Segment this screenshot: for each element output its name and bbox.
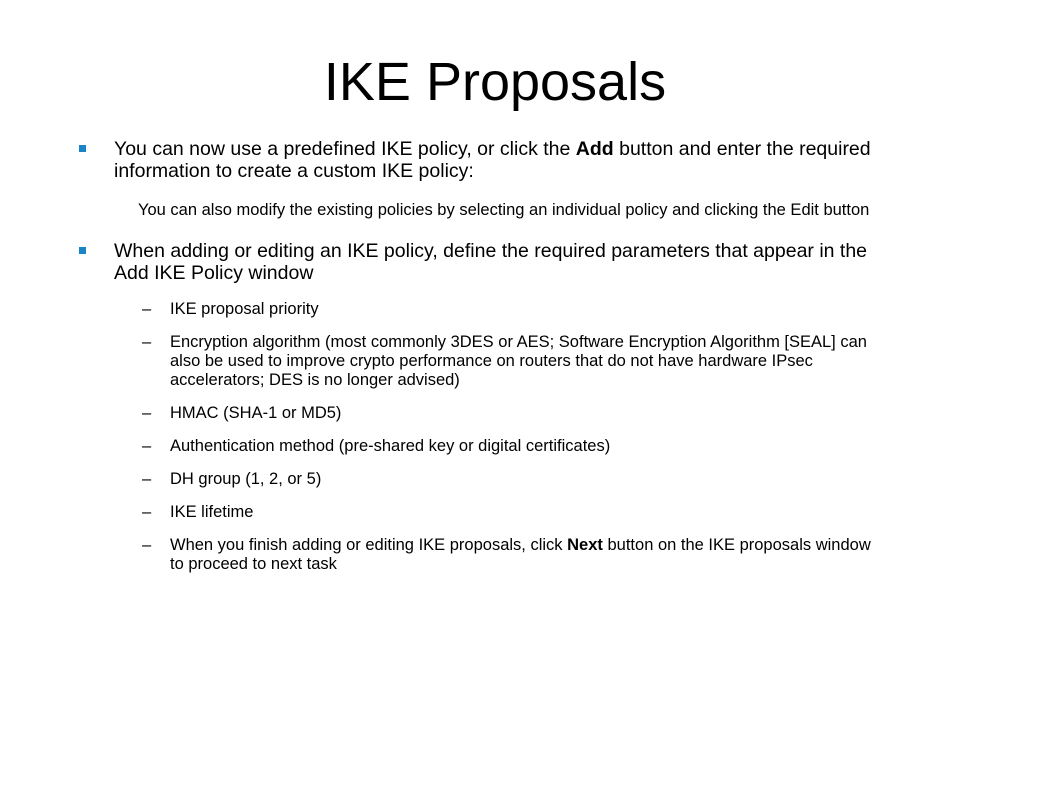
dash-bullet: – xyxy=(142,437,152,455)
list-item-text-pre: When you finish adding or editing IKE proposals, click xyxy=(170,536,568,554)
square-bullet-icon xyxy=(79,247,86,254)
list-item-text: IKE lifetime xyxy=(170,503,254,521)
indented-note: You can also modify the existing policies by selecting an individual policy and clicking the Edit button xyxy=(138,201,870,219)
dash-bullet: – xyxy=(142,333,152,351)
dash-bullet: – xyxy=(142,470,152,488)
bullet-text-pre: You can now use a predefined IKE policy, or click the xyxy=(114,138,576,160)
bullet-text: When adding or editing an IKE policy, define the required parameters that appear in the Add IKE Policy window xyxy=(114,240,868,284)
list-item-text: IKE proposal priority xyxy=(170,300,319,318)
list-item xyxy=(76,404,876,423)
parameter-list xyxy=(76,300,876,574)
bullet-item-add-policy xyxy=(76,138,876,182)
square-bullet-icon xyxy=(79,145,86,152)
list-item-text-bold-next: Next xyxy=(567,536,603,554)
dash-bullet: – xyxy=(142,503,152,521)
list-item-text: HMAC (SHA-1 or MD5) xyxy=(170,404,342,422)
list-item xyxy=(76,536,876,574)
dash-bullet: – xyxy=(142,536,152,554)
list-item xyxy=(76,333,876,390)
list-item-text: Authentication method (pre-shared key or digital certificates) xyxy=(170,437,611,455)
bullet-text-bold-add: Add xyxy=(575,138,614,160)
dash-bullet: – xyxy=(142,404,152,422)
list-item xyxy=(76,437,876,456)
bullet-text-post: button and enter the required information to create a custom IKE policy: xyxy=(114,138,871,182)
list-item-text: DH group (1, 2, or 5) xyxy=(170,470,322,488)
list-item-text: Encryption algorithm (most commonly 3DES or AES; Software Encryption Algorithm [SEAL] can also be used to improve crypto performance on routers that do not have hardware IPsec accelerators; DES is no longer advised) xyxy=(170,333,867,389)
slide-title: IKE Proposals xyxy=(323,52,667,112)
bullet-item-define-parameters xyxy=(76,240,876,284)
list-item xyxy=(76,470,876,489)
list-item-text-post: button on the IKE proposals window to proceed to next task xyxy=(170,536,871,573)
list-item xyxy=(76,503,876,522)
list-item xyxy=(76,300,876,319)
dash-bullet: – xyxy=(142,300,152,318)
slide-content xyxy=(76,138,876,588)
